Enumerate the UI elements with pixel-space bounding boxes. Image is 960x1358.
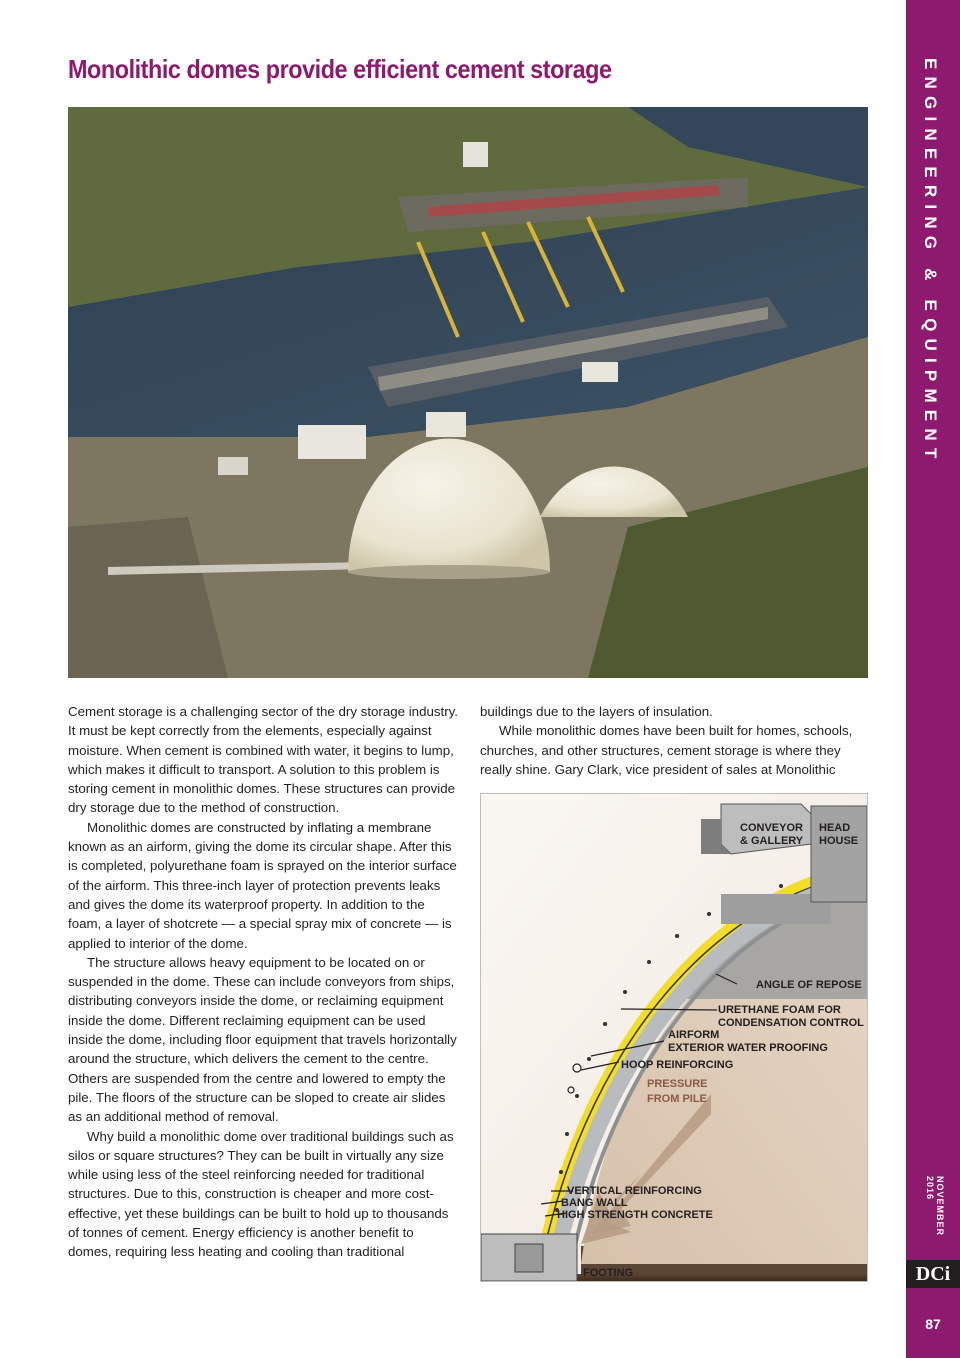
paragraph: While monolithic domes have been built for homes, schools, churches, and other structures, cement storage is where they really shine. Gary Clark, vice president of sales at Monolithic [480, 723, 853, 777]
port-aerial-photo [68, 107, 868, 678]
publication-logo [906, 1260, 960, 1288]
label-angle-of-repose: ANGLE OF REPOSE [756, 979, 862, 991]
label-vertical-reinforcing: VERTICAL REINFORCING [567, 1185, 702, 1197]
section-name: ENGINEERING & EQUIPMENT [921, 58, 940, 466]
label-bang-wall: BANG WALL [561, 1197, 628, 1209]
paragraph: The structure allows heavy equipment to be located on or suspended in the dome. These can include conveyors from ships, distributing conveyors inside the dome, or reclaiming equipment inside the dome. Different reclaiming equipment can be used inside the dome, including floor equipment that travels horizontally around the structure, which delivers the cement to the centre. Others are suspended from the centre and lowered to empty the pile. The floors of the structure can be sloped to create air slides as an additional method of removal. [68, 954, 457, 1125]
section-sidebar [906, 0, 960, 1358]
paragraph: Monolithic domes are constructed by inflating a membrane known as an airform, giving the dome its circular shape. After this is completed, polyurethane foam is sprayed on the interior surface of the airform. This three-inch layer of protection prevents leaks and gives the dome its waterproof property. In addition to the foam, a layer of shotcrete — a special spray mix of concrete — is applied to interior of the dome. [68, 819, 457, 951]
section-label [906, 58, 960, 478]
label-hoop-reinforcing: HOOP REINFORCING [621, 1059, 734, 1071]
label-conveyor-gallery-line2: & GALLERY [740, 835, 804, 847]
label-pressure-from-pile-line2: FROM PILE [647, 1093, 707, 1105]
label-head-house: HEAD [819, 822, 851, 834]
label-urethane-foam: URETHANE FOAM FOR [718, 1004, 841, 1016]
label-conveyor-gallery: CONVEYOR [740, 822, 803, 834]
publication-logo-text: DCi [915, 1262, 951, 1285]
paragraph: Cement storage is a challenging sector of the dry storage industry. It must be kept correctly from the elements, especially against moisture. When cement is combined with water, it begins to lump, which makes it difficult to transport. A solution to this problem is storing cement in monolithic domes. These structures can provide dry storage due to the method of construction. [68, 704, 458, 816]
issue-date-text: NOVEMBER 2016 [925, 1176, 945, 1237]
issue-date [906, 1176, 960, 1256]
label-pressure-from-pile: PRESSURE [647, 1078, 708, 1090]
label-footing: FOOTING [583, 1267, 634, 1279]
label-exterior-water-proofing: EXTERIOR WATER PROOFING [668, 1042, 828, 1054]
page-number: 87 [925, 1316, 941, 1332]
label-urethane-foam-line2: CONDENSATION CONTROL [718, 1017, 864, 1029]
article-left-column [68, 702, 460, 1262]
label-high-strength-concrete: HIGH STRENGTH CONCRETE [557, 1209, 713, 1221]
paragraph: Why build a monolithic dome over traditional buildings such as silos or square structures? They can be built in virtually any size while using less of the steel reinforcing needed for traditional structures. Due to this, construction is cheaper and more cost-effective, yet these buildings can be built to hold up to thousands of tonnes of cement. Energy efficiency is another benefit to domes, requiring less heating and cooling than traditional [68, 1128, 454, 1260]
article-right-column [480, 702, 868, 779]
paragraph: buildings due to the layers of insulation. [480, 704, 713, 719]
article-title: Monolithic domes provide efficient cement storage [68, 54, 612, 84]
label-airform: AIRFORM [668, 1029, 720, 1041]
label-head-house-line2: HOUSE [819, 835, 859, 847]
dome-cross-section-diagram [480, 793, 868, 1282]
